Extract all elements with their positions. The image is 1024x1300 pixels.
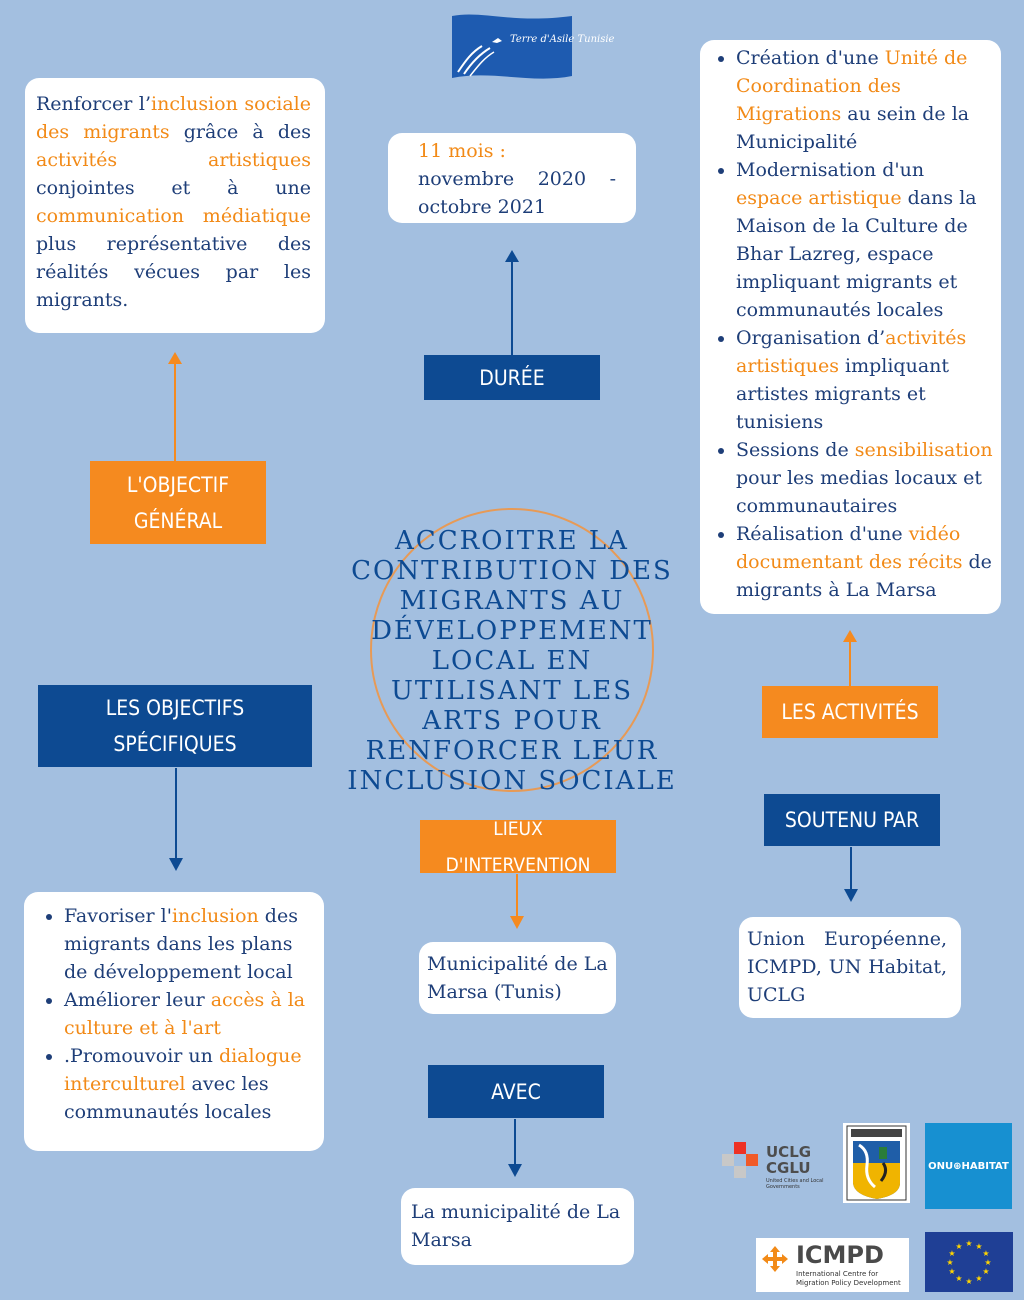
un-habitat-logo (925, 1123, 1012, 1209)
logo-text: Terre d'Asile Tunisie (510, 34, 615, 45)
activities-list (700, 44, 993, 604)
specific-objectives-card (24, 892, 324, 1151)
icmpd-logo (756, 1238, 909, 1292)
svg-text:★: ★ (982, 1267, 990, 1276)
general-objective-highlight-2: activités artistiques (36, 149, 311, 171)
activities-card (700, 40, 1001, 614)
terre-asile-logo (452, 12, 615, 84)
duration-months: 11 mois : (418, 140, 506, 162)
general-objective-highlight-1: inclusion sociale des migrants (36, 93, 311, 143)
general-objective-text-2: grâce à des (169, 121, 311, 143)
specific-objectives-label-line2: SPÉCIFIQUES (113, 732, 237, 756)
svg-text:★: ★ (975, 1242, 983, 1251)
duration-label: DURÉE (424, 355, 600, 400)
central-goal-title: ACCROITRE LA CONTRIBUTION DES MIGRANTS AU DÉVELOPPEMENT LOCAL EN UTILISANT LES ARTS POUR RENFORCER LEUR INCLUSION SOCIALE (347, 526, 677, 796)
activity-item: • Organisation d’activités artistiques impliquant artistes migrants et tunisiens (736, 324, 993, 436)
svg-text:★: ★ (965, 1277, 973, 1286)
supported-by-label: SOUTENU PAR (764, 794, 940, 846)
specific-objective-item: • .Promouvoir un dialogue interculturel avec les communautés locales (64, 1042, 310, 1126)
svg-text:★: ★ (965, 1239, 973, 1248)
uclg-subtitle: United Cities and Local Governments (766, 1178, 824, 1190)
specific-objectives-label-line1: LES OBJECTIFS (105, 696, 245, 720)
general-objective-label-line1: L'OBJECTIF (126, 472, 230, 497)
la-marsa-coat-of-arms (843, 1123, 910, 1203)
svg-text:★: ★ (946, 1258, 954, 1267)
general-objective-card (25, 78, 325, 333)
general-objective-text-3: conjointes et à une (36, 177, 311, 199)
general-objective-highlight-3: communication médiatique (36, 205, 311, 227)
svg-text:★: ★ (948, 1249, 956, 1258)
supported-by-card: Union Européenne, ICMPD, UN Habitat, UCLG (739, 917, 961, 1018)
duration-dates: novembre 2020 - octobre 2021 (418, 168, 616, 218)
eu-flag-logo (925, 1232, 1013, 1292)
specific-objective-item: • Favoriser l'inclusion des migrants dans les plans de développement local (64, 902, 310, 986)
svg-text:★: ★ (975, 1274, 983, 1283)
general-objective-text-4: plus représentative des réalités vécues par les migrants. (36, 233, 311, 311)
activity-item: • Modernisation d'un espace artistique dans la Maison de la Culture de Bhar Lazreg, espace impliquant migrants et communautés locales (736, 156, 993, 324)
svg-text:★: ★ (955, 1242, 963, 1251)
general-objective-label (90, 461, 266, 544)
specific-objective-item: • Améliorer leur accès à la culture et à l'art (64, 986, 310, 1042)
svg-text:★: ★ (982, 1249, 990, 1258)
specific-objectives-label (38, 685, 312, 767)
general-objective-label-line2: GÉNÉRAL (133, 508, 223, 533)
svg-text:★: ★ (955, 1274, 963, 1283)
svg-text:★: ★ (948, 1267, 956, 1276)
duration-card (388, 133, 636, 223)
cglu-text: CGLU (766, 1159, 811, 1177)
svg-text:★: ★ (984, 1258, 992, 1267)
uclg-logo (722, 1140, 837, 1200)
with-card: La municipalité de La Marsa (401, 1188, 634, 1265)
icmpd-text: ICMPD (796, 1241, 884, 1269)
with-label: AVEC (428, 1065, 604, 1118)
general-objective-text-1: Renforcer l’ (36, 93, 152, 115)
icmpd-subtitle: International Centre for Migration Policy Development (796, 1270, 901, 1287)
activity-item: • Création d'une Unité de Coordination des Migrations au sein de la Municipalité (736, 44, 993, 156)
places-card: Municipalité de La Marsa (Tunis) (419, 942, 616, 1014)
activity-item: • Réalisation d'une vidéo documentant des récits de migrants à La Marsa (736, 520, 993, 604)
uclg-text: UCLG (766, 1143, 812, 1161)
specific-objectives-list (28, 902, 310, 1126)
activity-item: • Sessions de sensibilisation pour les medias locaux et communautaires (736, 436, 993, 520)
un-habitat-text: ONU⊕HABITAT (928, 1160, 1009, 1172)
places-label: LIEUX D'INTERVENTION (420, 820, 616, 873)
activities-label: LES ACTIVITÉS (762, 686, 938, 738)
